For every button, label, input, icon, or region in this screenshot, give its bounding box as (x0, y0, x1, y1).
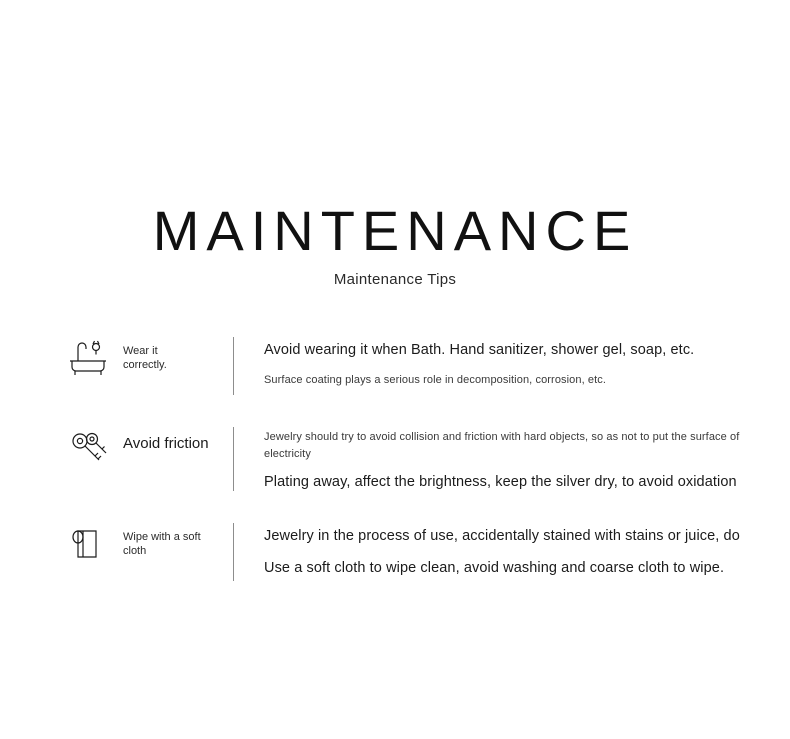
page-subtitle: Maintenance Tips (333, 271, 457, 288)
tip-line-primary: Jewelry in the process of use, accidentally stained with stains or juice, do (264, 528, 740, 545)
tip-label (115, 335, 233, 373)
tip-line-secondary: Surface coating plays a serious role in decomposition, corrosion, etc. (264, 374, 607, 387)
tip-text-block (234, 521, 740, 579)
tip-label-text: Avoid friction (123, 435, 209, 452)
tip-line-secondary: Use a soft cloth to wipe clean, avoid washing and coarse cloth to wipe. (264, 559, 725, 576)
list-item (60, 521, 740, 583)
tip-label-text: Wear it correctly. (123, 345, 167, 371)
tip-text-block (234, 425, 740, 493)
page-title: MAINTENANCE (152, 199, 638, 262)
tip-text-block (234, 335, 740, 389)
tips-list (60, 330, 740, 583)
tip-line-primary: Plating away, affect the brightness, keep the silver dry, to avoid oxidation (264, 474, 737, 490)
bathtub-shower-icon (60, 335, 115, 377)
tip-label-text: Wipe with a soft cloth (123, 531, 201, 558)
tip-label (115, 425, 233, 454)
list-item (60, 335, 740, 397)
list-item (60, 425, 740, 493)
cloth-roll-icon (60, 521, 115, 563)
tip-label (115, 521, 233, 559)
keys-icon (60, 425, 115, 467)
tip-line-secondary: Jewelry should try to avoid collision and friction with hard objects, so as not to put the surface of electricity (264, 431, 740, 460)
tip-line-primary: Avoid wearing it when Bath. Hand sanitizer, shower gel, soap, etc. (264, 342, 695, 358)
